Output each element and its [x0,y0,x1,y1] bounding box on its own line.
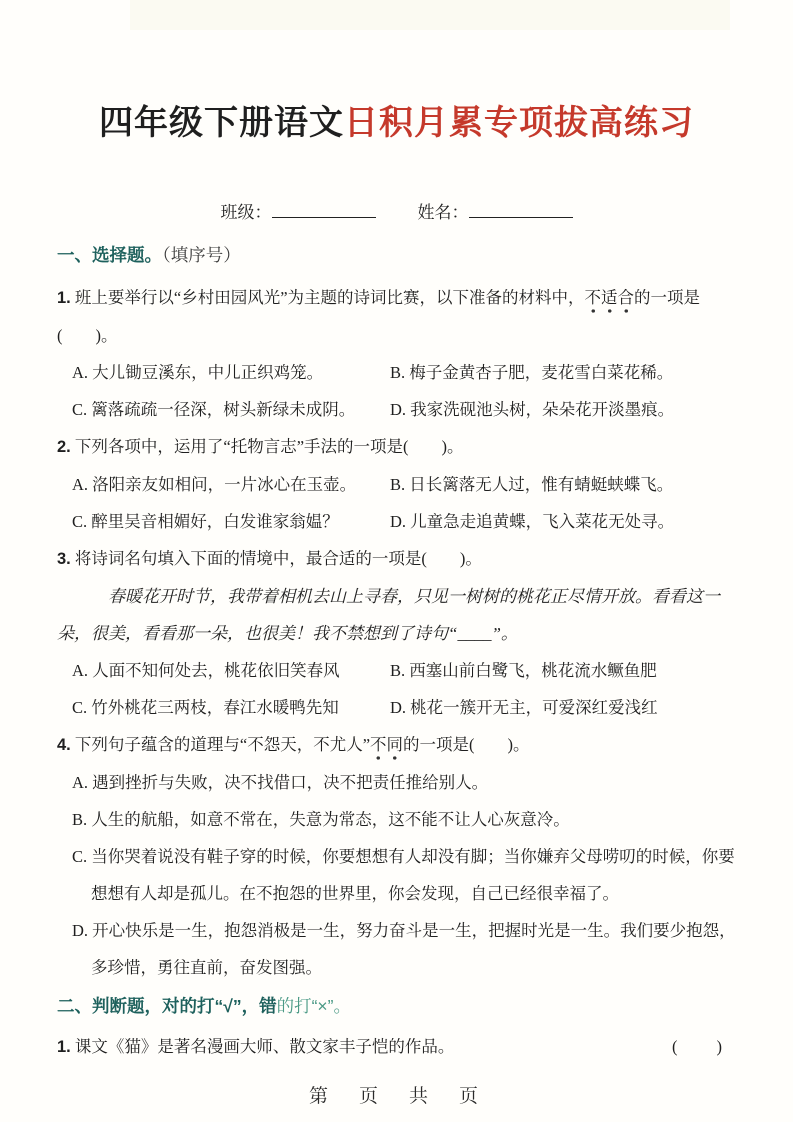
judge-question-1-number: 1. [57,1038,71,1056]
question-1-option-c: C. 篱落疏疏一径深，树头新绿未成阴。 [72,400,356,419]
question-4-emphasized-text: 不同 [370,735,403,761]
question-1-options-row1 [72,354,736,391]
section1-heading-note: （填序号） [162,245,241,265]
question-2-option-a: A. 洛阳亲友如相问，一片冰心在玉壶。 [72,475,357,494]
name-blank-field [469,201,573,218]
class-blank-field [272,201,376,218]
question-2-number: 2. [57,438,71,456]
question-2-options-row1 [72,466,736,503]
question-4-option-c: C. 当你哭着说没有鞋子穿的时候，你要想想有人却没有脚；当你嫌弃父母唠叨的时候，你要想想有人却是孤儿。在不抱怨的世界里，你会发现，自己已经很幸福了。 [72,847,735,903]
question-2 [57,428,736,466]
question-3-passage: 春暖花开时节，我带着相机去山上寻春，只见一树树的桃花正尽情开放。看看这一朵，很美，看看那一朵，也很美！我不禁想到了诗句“____”。 [57,587,720,643]
question-4-number: 4. [57,736,71,754]
question-4-text-pre: 下列句子蕴含的道理与“不怨天，不尤人” [74,735,371,754]
question-4 [57,726,736,764]
question-1-text-pre: 班上要举行以“乡村田园风光”为主题的诗词比赛，以下准备的材料中， [74,288,585,307]
section2-heading-main: 二、判断题，对的打“√”，错 [57,996,277,1016]
question-3-option-c: C. 竹外桃花三两枝，春江水暖鸭先知 [72,698,339,717]
question-2-option-b: B. 日长篱落无人过，惟有蜻蜓蛱蝶飞。 [390,475,674,494]
question-1-option-a: A. 大儿锄豆溪东，中儿正织鸡笼。 [72,363,324,382]
scan-artifact-band [130,0,730,30]
section2-heading-tail: 的打“×”。 [276,996,351,1016]
section2-heading [57,992,736,1020]
question-1-number: 1. [57,289,71,307]
judge-question-1-text [57,1028,454,1066]
question-2-option-c: C. 醉里吴音相媚好，白发谁家翁媪？ [72,512,339,531]
student-info-line [57,200,736,226]
question-3-option-d: D. 桃花一簇开无主，可爱深红爱浅红 [390,698,658,717]
question-4-text-post: 的一项是( )。 [403,735,530,754]
question-3-options-row1 [72,652,736,689]
question-2-text: 下列各项中，运用了“托物言志”手法的一项是( )。 [74,437,464,456]
class-label: 班级： [220,203,272,222]
question-3-text: 将诗词名句填入下面的情境中，最合适的一项是( )。 [74,549,482,568]
question-1-emphasized-text: 不适合 [585,288,635,314]
section1-heading-main: 一、选择题。 [57,245,162,265]
question-2-options-row2 [72,503,736,540]
question-1-options-row2 [72,391,736,428]
judge-question-1-statement: 课文《猫》是著名漫画大师、散文家丰子恺的作品。 [74,1037,455,1056]
page-title [57,100,736,146]
section1-heading [57,241,736,269]
judge-question-1-answer-blank: ( ) [672,1037,724,1056]
question-3 [57,540,736,578]
question-3-options-row2 [72,689,736,726]
question-2-option-d: D. 儿童急走追黄蝶，飞入菜花无处寻。 [390,512,675,531]
question-4-option-b: B. 人生的航船，如意不常在，失意为常态，这不能不让人心灰意冷。 [72,810,570,829]
question-3-number: 3. [57,550,71,568]
name-label: 姓名： [417,203,469,222]
question-3-option-a: A. 人面不知何处去，桃花依旧笑春风 [72,661,340,680]
question-4-option-d: D. 开心快乐是一生，抱怨消极是一生，努力奋斗是一生，把握时光是一生。我们要少抱怨，多珍惜，勇往直前，奋发图强。 [72,921,736,977]
question-1-option-b: B. 梅子金黄杏子肥，麦花雪白菜花稀。 [390,363,674,382]
question-1-text-post: 的一项是( )。 [57,288,701,345]
page-footer: 第 页 共 页 [308,1086,484,1107]
judge-question-1 [57,1028,736,1066]
question-4-option-a: A. 遇到挫折与失败，决不找借口，决不把责任推给别人。 [72,773,489,792]
question-1 [57,279,736,354]
page-title-red-part: 日积月累专项拔高练习 [344,104,694,142]
question-3-option-b: B. 西塞山前白鹭飞，桃花流水鳜鱼肥 [390,661,657,680]
page-title-black-part: 四年级下册语文 [99,104,344,142]
question-1-option-d: D. 我家洗砚池头树，朵朵花开淡墨痕。 [390,400,675,419]
